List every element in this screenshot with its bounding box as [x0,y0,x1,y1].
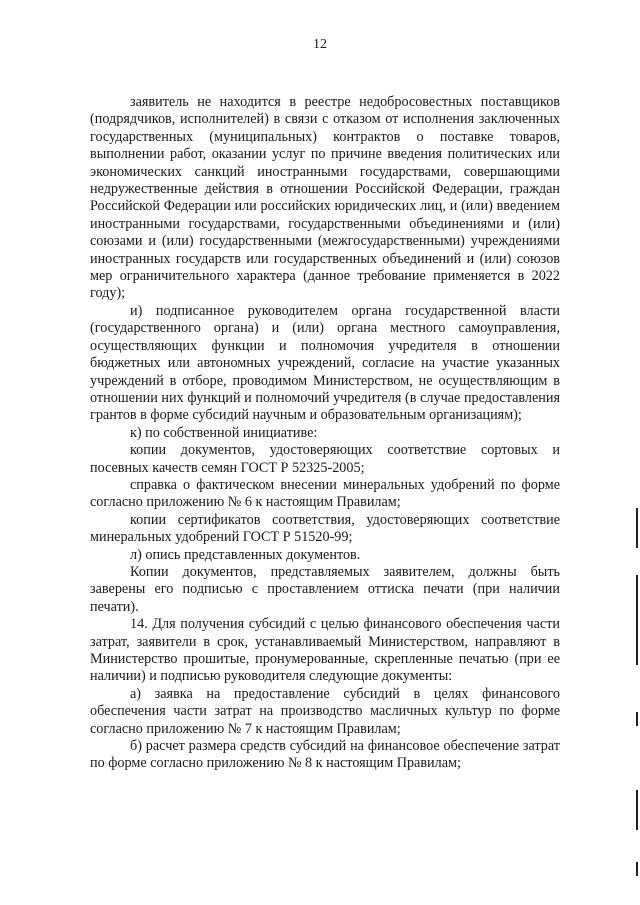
paragraph-item-i: и) подписанное руководителем органа государственной власти (государственного органа) и (или) органа местного самоуправления, осуществляющих функции и полномочия учредителя в отношении бюджетных или автономных учреждений, согласие на участие указанных учреждений в отборе, проводимом Министерством, не осуществляющим в отношении них функций и полномочий учредителя (в случае предоставления грантов в форме субсидий научным и образовательным организациям); [90,302,560,424]
scan-edge-mark [636,790,638,830]
scan-edge-mark [636,508,638,548]
scan-edge-mark [636,862,638,876]
paragraph-item-b: б) расчет размера средств субсидий на финансовое обеспечение затрат по форме согласно приложению № 8 к настоящим Правилам; [90,738,560,772]
paragraph-copies-certification: Копии документов, представляемых заявителем, должны быть заверены его подписью с проставлением оттиска печати (при наличии печати). [90,563,560,615]
document-body [90,94,560,773]
paragraph-clause-14: 14. Для получения субсидий с целью финансового обеспечения части затрат, заявители в срок, устанавливаемый Министерством, направляют в Министерство прошитые, пронумерованные, скрепленные печатью (при ее наличии) и подписью руководителя следующие документы: [90,616,560,685]
paragraph-item-l: л) опись представленных документов. [130,546,361,563]
paragraph-registry-requirement: заявитель не находится в реестре недобросовестных поставщиков (подрядчиков, исполнителей) в связи с отказом от исполнения заключенных государственных (муниципальных) контрактов о поставке товаров, выполнении работ, оказании услуг по причине введения политических или экономических санкций иностранными государствами, совершающими недружественные действия в отношении Российской Федерации, граждан Российской Федерации или российских юридических лиц, и (или) введением иностранными государствами, государственными объединениями и (или) союзами и (или) государственными (межгосударственными) учреждениями иностранных государств или государственных объединений и (или) союзов мер ограничительного характера (данное требование применяется в 2022 году); [90,94,560,302]
paragraph-seed-certificates: копии документов, удостоверяющих соответствие сортовых и посевных качеств семян ГОСТ Р 52325-2005; [90,442,560,476]
paragraph-fertilizer-certificates: копии сертификатов соответствия, удостоверяющих соответствие минеральных удобрений ГОСТ Р 51520-99; [90,511,560,546]
paragraph-item-a: а) заявка на предоставление субсидий в целях финансового обеспечения части затрат на производство масличных культур по форме согласно приложению № 7 к настоящим Правилам; [90,685,560,737]
page-number: 12 [313,37,327,52]
scan-edge-mark [636,575,638,665]
scan-edge-mark [636,712,638,726]
paragraph-item-k: к) по собственной инициативе: [130,424,318,441]
paragraph-fertilizer-reference: справка о фактическом внесении минеральных удобрений по форме согласно приложению № 6 к настоящим Правилам; [90,476,560,511]
